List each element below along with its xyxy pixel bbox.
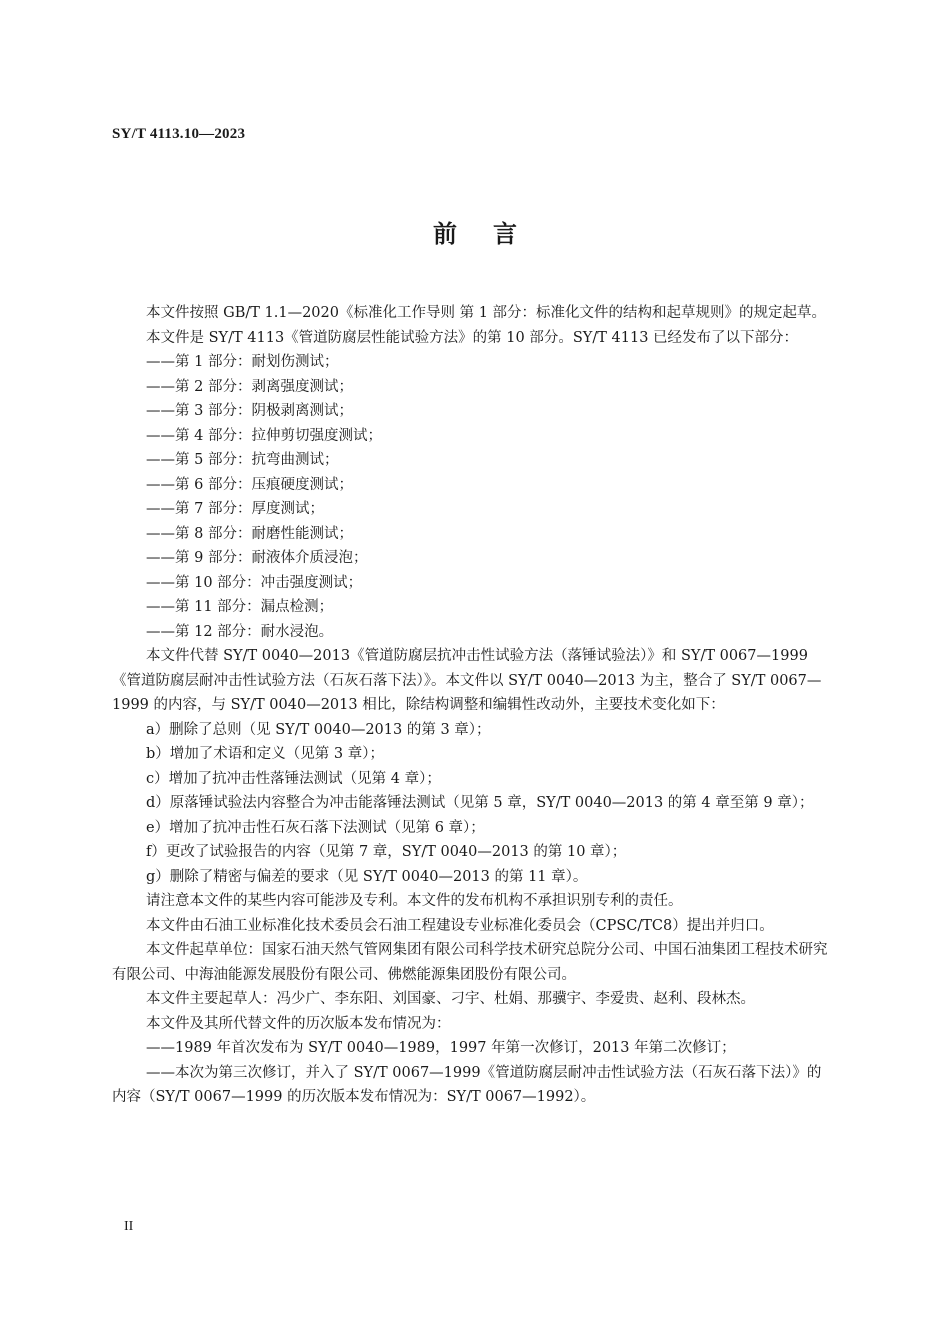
list-item: ——第 10 部分：冲击强度测试； — [146, 574, 363, 591]
list-item: ——第 1 部分：耐划伤测试； — [146, 354, 339, 370]
list-item: ——第 9 部分：耐液体介质浸泡； — [146, 550, 368, 566]
list-item: ——第 7 部分：厚度测试； — [146, 501, 324, 517]
list-item: ——第 8 部分：耐磨性能测试； — [146, 525, 353, 542]
page-number: II — [124, 1219, 134, 1234]
list-item: ——1989 年首次发布为 SY/T 0040—1989，1997 年第一次修订，2013 年第二次修订； — [146, 1040, 736, 1056]
paragraph-drafting-units: 本文件起草单位：国家石油天然气管网集团有限公司科学技术研究总院分公司、中国石油集团工程技术研究有限公司、中海油能源发展股份有限公司、佛燃能源集团股份有限公司。 — [112, 942, 828, 983]
list-item: ——本次为第三次修订，并入了 SY/T 0067—1999《管道防腐层耐冲击性试验方法（石灰石落下法）》的内容（SY/T 0067—1999 的历次版本发布情况为：SY/T 0067—1992）。 — [112, 1064, 822, 1105]
page-title: 前言 — [433, 219, 553, 248]
history-list — [112, 1036, 832, 1110]
paragraph-drafters: 本文件主要起草人：冯少广、李东阳、刘国豪、刁宇、杜娟、那骥宇、李爱贵、赵利、段林杰。 — [146, 991, 755, 1007]
paragraph-series-intro: 本文件是 SY/T 4113《管道防腐层性能试验方法》的第 10 部分。SY/T 4113 已经发布了以下部分： — [146, 329, 799, 346]
list-item: f）更改了试验报告的内容（见第 7 章，SY/T 0040—2013 的第 10 章）； — [146, 844, 627, 860]
paragraph-proposer: 本文件由石油工业标准化技术委员会石油工程建设专业标准化委员会（CPSC/TC8）提出并归口。 — [146, 917, 774, 934]
list-item: g）删除了精密与偏差的要求（见 SY/T 0040—2013 的第 11 章）。 — [146, 868, 588, 885]
foreword-body — [112, 301, 832, 1110]
list-item: ——第 6 部分：压痕硬度测试； — [146, 476, 353, 493]
paragraph-drafting-rules: 本文件按照 GB/T 1.1—2020《标准化工作导则 第 1 部分：标准化文件的结构和起草规则》的规定起草。 — [146, 305, 827, 321]
list-item: b）增加了术语和定义（见第 3 章）； — [146, 746, 384, 762]
list-item: ——第 11 部分：漏点检测； — [146, 599, 334, 615]
list-item: ——第 2 部分：剥离强度测试； — [146, 378, 353, 395]
list-item: ——第 3 部分：阴极剥离测试； — [146, 403, 353, 419]
parts-list — [112, 350, 832, 644]
list-item: ——第 4 部分：拉伸剪切强度测试； — [146, 427, 382, 444]
list-item: ——第 12 部分：耐水浸泡。 — [146, 623, 334, 640]
list-item: ——第 5 部分：抗弯曲测试； — [146, 452, 339, 468]
standard-code: SY/T 4113.10—2023 — [112, 126, 246, 142]
paragraph-replacement: 本文件代替 SY/T 0040—2013《管道防腐层抗冲击性试验方法（落锤试验法）》和 SY/T 0067—1999《管道防腐层耐冲击性试验方法（石灰石落下法）》。本文件以 SY/T 0040—2013 为主，整合了 SY/T 0067—1999 的内容，与 SY/T 0040—2013 相比，除结构调整和编辑性改动外，主要技术变化如下： — [112, 648, 822, 713]
list-item: e）增加了抗冲击性石灰石落下法测试（见第 6 章）； — [146, 819, 485, 836]
changes-list — [112, 718, 832, 890]
list-item: a）删除了总则（见 SY/T 0040—2013 的第 3 章）； — [146, 721, 491, 738]
paragraph-history-intro: 本文件及其所代替文件的历次版本发布情况为： — [146, 1015, 451, 1032]
list-item: d）原落锤试验法内容整合为冲击能落锤法测试（见第 5 章，SY/T 0040—2013 的第 4 章至第 9 章）； — [146, 795, 814, 811]
list-item: c）增加了抗冲击性落锤法测试（见第 4 章）； — [146, 770, 441, 787]
paragraph-patent-notice: 请注意本文件的某些内容可能涉及专利。本文件的发布机构不承担识别专利的责任。 — [146, 893, 683, 909]
